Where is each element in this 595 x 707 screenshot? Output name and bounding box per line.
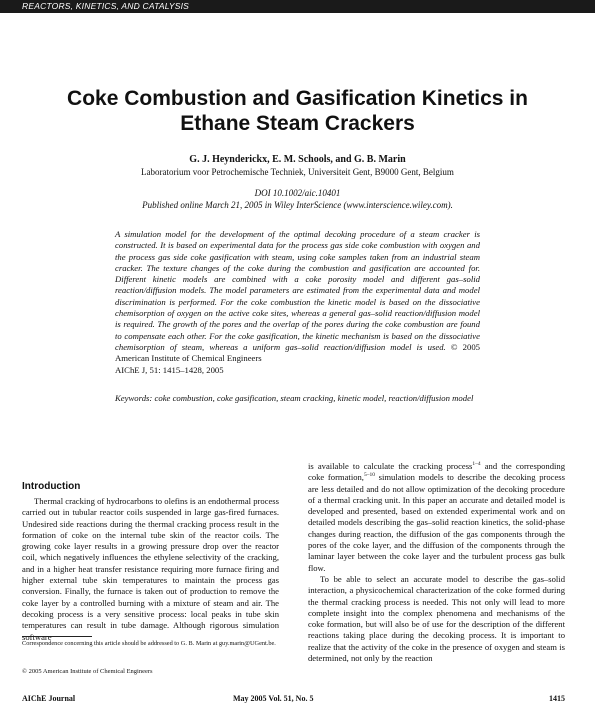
footnote-rule — [22, 636, 92, 637]
keywords: Keywords: coke combustion, coke gasification, steam cracking, kinetic model, reaction/diffusion model — [115, 393, 474, 403]
page-number: 1415 — [549, 694, 565, 703]
citation: AIChE J, 51: 1415–1428, 2005 — [115, 364, 224, 375]
correspondence-footnote: Correspondence concerning this article should be addressed to G. B. Marin at guy.marin@UGent.be. — [22, 640, 276, 647]
paragraph: Thermal cracking of hydrocarbons to olefins is an endothermal process carried out in tubular reactor coils suspended in large gas-fired furnaces. Undesired side reactions during the thermal cracking process result in the formation of coke on the internal tube skin of the reactor coils. The growing coke layer results in a growing pressure drop over the reactor coil, which negatively influences the ethylene selectivity of the cracking, and in a higher heat transfer resistance requiring more furnace firing and higher external tube skin temperatures to maintain the process gas conversion. Finally, the furnace is taken out of production to remove the coke layer by a controlled burning with a mixture of steam and air. The decoking process is a very sensitive process: local peaks in tube skin temperatures can result in tube damage. Although rigorous simulation software — [22, 496, 279, 642]
abstract — [115, 229, 480, 376]
abstract-text: A simulation model for the development of the optimal decoking procedure of a steam cracker is constructed. It is based on experimental data for the process gas side coke combustion with oxygen and the process gas side coke gasification with steam, using coke samples taken from an industrial steam cracker. The texture changes of the coke during the combustion and gasification are accounted for. Different kinetic models are combined with a coke porosity model and different gas–solid reaction/diffusion models. The model parameters are estimated from the experimental data and model discrimination is performed. For the coke combustion the kinetic model is based on the dissociative chemisorption of oxygen on the active coke sites, whereas a general gas–solid reaction/diffusion model is required. The growth of the pores and the overlap of the pores during the coke combustion are found to compensate each other. For the coke gasification, the kinetic mechanism is based on the dissociative chemisorption of steam, whereas a uniform gas–solid reaction/diffusion model is used. — [115, 229, 480, 352]
affiliation: Laboratorium voor Petrochemische Techniek, Universiteit Gent, B9000 Gent, Belgium — [141, 167, 454, 177]
reference-superscript[interactable]: 5–10 — [363, 472, 375, 479]
section-header-bar — [0, 0, 595, 13]
article-title: Coke Combustion and Gasification Kinetics in Ethane Steam Crackers — [67, 87, 528, 135]
publication-note: Published online March 21, 2005 in Wiley InterScience (www.interscience.wiley.com). — [142, 200, 453, 210]
authors: G. J. Heynderickx, E. M. Schools, and G. B. Marin — [189, 154, 406, 165]
copyright: © 2005 American Institute of Chemical Engineers — [22, 668, 153, 675]
paragraph — [308, 461, 565, 574]
section-label: REACTORS, KINETICS, AND CATALYSIS — [22, 1, 190, 11]
section-heading-introduction: Introduction — [22, 481, 81, 492]
footer-issue: May 2005 Vol. 51, No. 5 — [233, 694, 314, 703]
text-segment: and the corresponding coke formation, — [308, 461, 565, 483]
left-column — [22, 496, 279, 643]
text-segment: simulation models to describe the decoking process are less detailed and do not allow optimization of the decoking procedure of a thermal cracking unit. In this paper an accurate and detailed model is developed and presented, based on extended experimental work and on detailed models describing the gas–solid reaction kinetics, the solid-phase changes during reaction, the diffusion of the gas components through the pores of the coke layer, and the diffusion of the components through the laminar layer between the coke layer and the turbulent process gas bulk flow. — [308, 472, 565, 573]
abstract-copyright: © 2005 American Institute of Chemical Engineers — [115, 341, 481, 364]
text-segment: is available to calculate the cracking process — [308, 461, 473, 471]
reference-superscript[interactable]: 1–4 — [472, 461, 481, 468]
paragraph: To be able to select an accurate model to describe the gas–solid interaction, a physicochemical characterization of the coke formed during the thermal cracking process is needed. This not only will lead to more complete insight into the complex phenomena and mechanisms of the coke formation, but will also be of use for the description of the different reactions taking place during the decoking process. It is important to realize that the activity of the coke in the presence of oxygen and steam is determined, not only by the reaction — [308, 573, 565, 664]
doi[interactable]: DOI 10.1002/aic.10401 — [254, 188, 341, 198]
footer-journal: AIChE Journal — [22, 694, 76, 703]
right-column — [308, 461, 565, 664]
